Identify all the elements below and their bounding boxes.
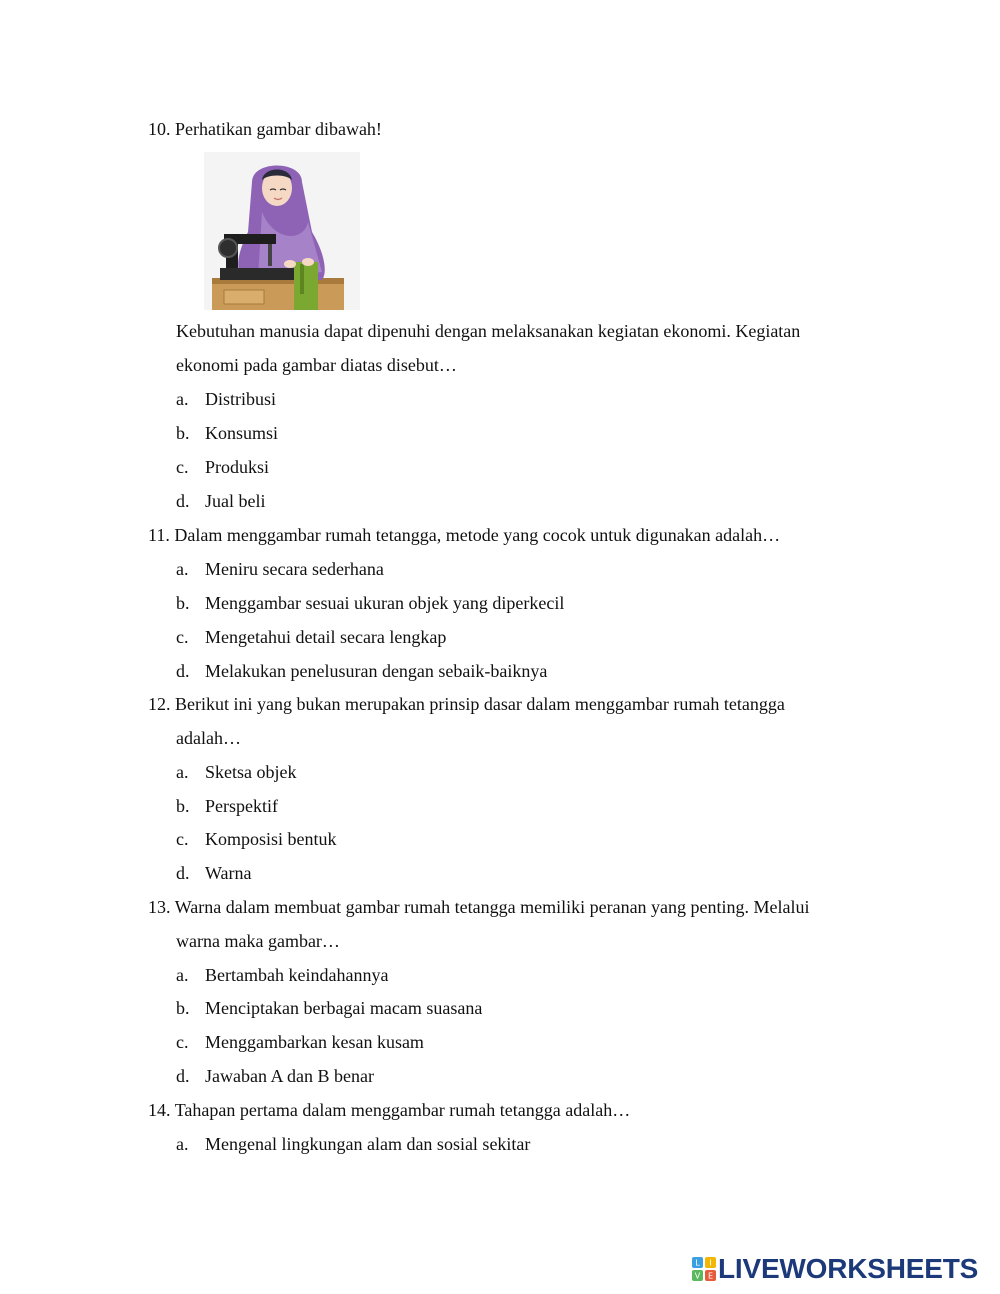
question-number: 12. <box>148 694 171 714</box>
question-text: Dalam menggambar rumah tetangga, metode yang cocok untuk digunakan adalah… <box>174 525 781 545</box>
option-text: Jual beli <box>205 491 266 511</box>
question-10 <box>148 119 382 140</box>
option-letter: c. <box>176 829 189 849</box>
option-12d[interactable] <box>176 863 252 884</box>
option-text: Jawaban A dan B benar <box>205 1066 374 1086</box>
question-12-continuation: adalah… <box>176 728 241 748</box>
option-text: Bertambah keindahannya <box>205 965 389 985</box>
option-letter: a. <box>176 965 189 985</box>
logo-icon-letter: V <box>694 1271 701 1281</box>
option-12c[interactable] <box>176 829 337 850</box>
option-text: Menggambar sesuai ukuran objek yang diperkecil <box>205 593 565 613</box>
option-text: Menciptakan berbagai macam suasana <box>205 998 483 1018</box>
question-14 <box>148 1100 630 1121</box>
liveworksheets-logo <box>692 1254 978 1284</box>
option-letter: a. <box>176 389 189 409</box>
option-12b[interactable] <box>176 796 278 817</box>
option-letter: d. <box>176 661 190 681</box>
option-13d[interactable] <box>176 1066 374 1087</box>
option-text: Warna <box>205 863 252 883</box>
option-13c[interactable] <box>176 1032 424 1053</box>
logo-icon-letter: I <box>709 1258 712 1268</box>
option-text: Produksi <box>205 457 270 477</box>
question-13 <box>148 897 810 918</box>
option-text: Distribusi <box>205 389 277 409</box>
question-10-body-line-2: ekonomi pada gambar diatas disebut… <box>176 355 457 375</box>
question-number: 14. <box>148 1100 171 1120</box>
option-letter: a. <box>176 762 189 782</box>
question-number: 11. <box>148 525 170 545</box>
logo-icon-letter: E <box>707 1271 714 1281</box>
option-13b[interactable] <box>176 998 482 1019</box>
option-letter: b. <box>176 796 190 816</box>
option-13a[interactable] <box>176 965 388 986</box>
option-letter: a. <box>176 559 189 579</box>
question-text: Tahapan pertama dalam menggambar rumah tetangga adalah… <box>174 1100 631 1120</box>
option-text: Konsumsi <box>205 423 279 443</box>
option-letter: d. <box>176 863 190 883</box>
option-text: Melakukan penelusuran dengan sebaik-baiknya <box>205 661 548 681</box>
option-letter: a. <box>176 1134 189 1154</box>
question-12 <box>148 694 785 715</box>
question-10-body-line-1: Kebutuhan manusia dapat dipenuhi dengan melaksanakan kegiatan ekonomi. Kegiatan <box>176 321 801 341</box>
question-number: 13. <box>148 897 171 917</box>
option-letter: d. <box>176 1066 190 1086</box>
question-text: Perhatikan gambar dibawah! <box>175 119 382 139</box>
question-number: 10. <box>148 119 171 139</box>
liveworksheets-logo-icon <box>692 1257 716 1281</box>
liveworksheets-logo-text: LIVEWORKSHEETS <box>718 1253 979 1284</box>
option-12a[interactable] <box>176 762 297 783</box>
question-text: Berikut ini yang bukan merupakan prinsip dasar dalam menggambar rumah tetangga <box>175 694 785 714</box>
option-letter: c. <box>176 627 189 647</box>
option-letter: b. <box>176 998 190 1018</box>
option-text: Mengetahui detail secara lengkap <box>205 627 447 647</box>
question-13-continuation: warna maka gambar… <box>176 931 340 951</box>
option-10d[interactable] <box>176 491 266 512</box>
option-11a[interactable] <box>176 559 384 580</box>
option-14a[interactable] <box>176 1134 530 1155</box>
option-10b[interactable] <box>176 423 278 444</box>
question-text: Warna dalam membuat gambar rumah tetangga memiliki peranan yang penting. Melalui <box>174 897 810 917</box>
option-letter: d. <box>176 491 190 511</box>
option-text: Komposisi bentuk <box>205 829 337 849</box>
option-letter: c. <box>176 457 189 477</box>
option-text: Mengenal lingkungan alam dan sosial sekitar <box>205 1134 531 1154</box>
option-10c[interactable] <box>176 457 269 478</box>
option-11c[interactable] <box>176 627 446 648</box>
option-text: Sketsa objek <box>205 762 297 782</box>
option-11d[interactable] <box>176 661 547 682</box>
option-11b[interactable] <box>176 593 564 614</box>
option-letter: b. <box>176 593 190 613</box>
logo-icon-letter: L <box>695 1258 700 1268</box>
option-text: Menggambarkan kesan kusam <box>205 1032 424 1052</box>
option-text: Meniru secara sederhana <box>205 559 384 579</box>
option-10a[interactable] <box>176 389 276 410</box>
option-letter: b. <box>176 423 190 443</box>
option-letter: c. <box>176 1032 189 1052</box>
sewing-woman-illustration <box>204 152 360 310</box>
option-text: Perspektif <box>205 796 278 816</box>
question-11 <box>148 525 780 546</box>
